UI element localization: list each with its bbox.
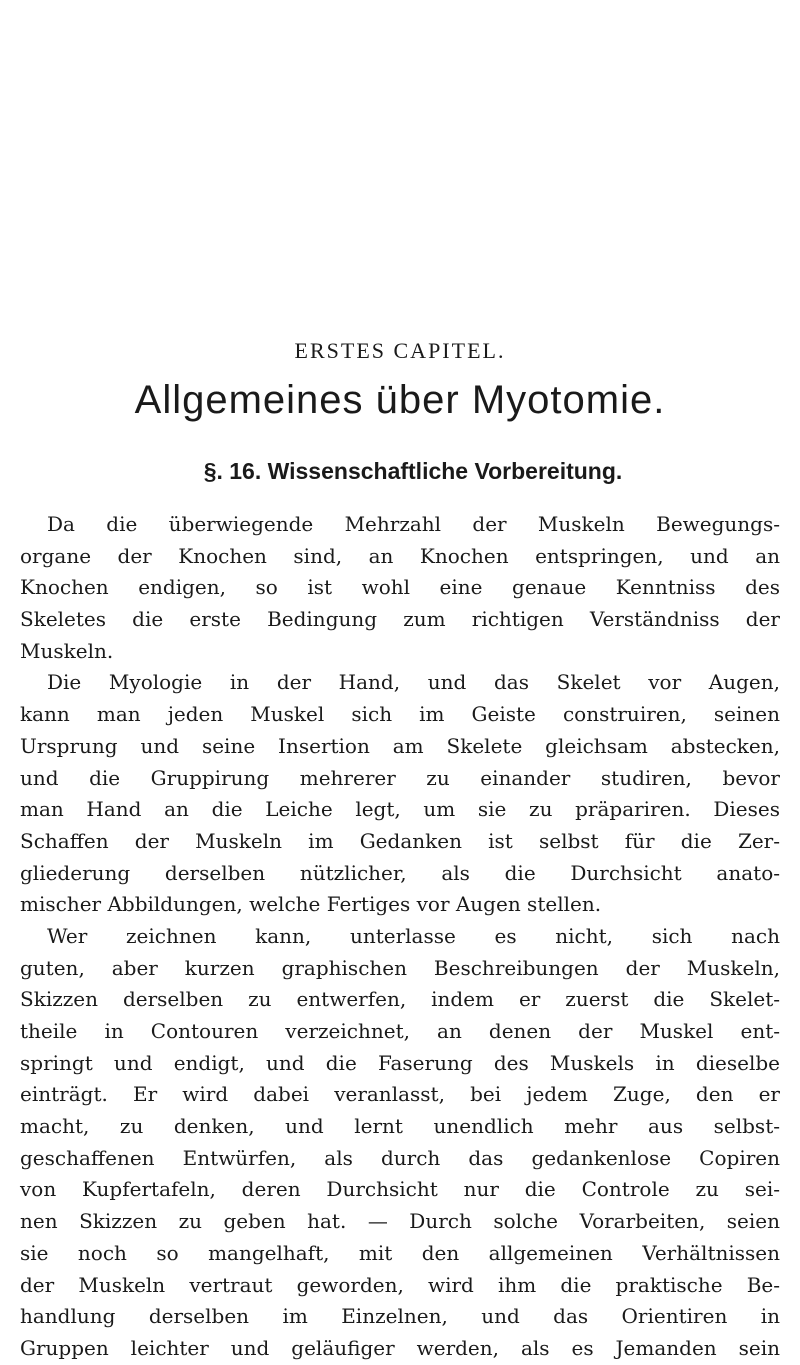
text-line: Gruppen leichter und geläufiger werden, als es Jemanden sein [20, 1335, 780, 1360]
text-line: Knochen endigen, so ist wohl eine genaue Kenntniss des [20, 575, 780, 600]
text-line: geschaffenen Entwürfen, als durch das gedankenlose Copiren [20, 1145, 780, 1170]
text-line: von Kupfertafeln, deren Durchsicht nur die Controle zu sei- [20, 1177, 780, 1202]
chapter-title: Allgemeines über Myotomie. [134, 378, 666, 422]
text-line: sie noch so mangelhaft, mit den allgemeinen Verhältnissen [20, 1240, 780, 1265]
text-line: der Muskeln vertraut geworden, wird ihm die praktische Be- [20, 1272, 780, 1297]
text-line: Skizzen derselben zu entwerfen, indem er zuerst die Skelet- [20, 987, 780, 1012]
text-line: springt und endigt, und die Faserung des Muskels in dieselbe [20, 1050, 780, 1075]
text-line: Schaffen der Muskeln im Gedanken ist selbst für die Zer- [20, 828, 780, 853]
text-line: Ursprung und seine Insertion am Skelete gleichsam abstecken, [20, 733, 780, 758]
text-line: man Hand an die Leiche legt, um sie zu präpariren. Dieses [20, 797, 780, 822]
text-line: Die Myologie in der Hand, und das Skelet vor Augen, [47, 670, 780, 695]
text-line: und die Gruppirung mehrerer zu einander studiren, bevor [20, 765, 780, 790]
text-line: macht, zu denken, und lernt unendlich mehr aus selbst- [20, 1114, 780, 1139]
text-line: mischer Abbildungen, welche Fertiges vor Augen stellen. [20, 892, 602, 917]
text-line: einträgt. Er wird dabei veranlasst, bei jedem Zuge, den er [20, 1082, 780, 1107]
text-line: organe der Knochen sind, an Knochen entspringen, und an [20, 543, 780, 568]
text-line: Skeletes die erste Bedingung zum richtigen Verständniss der [20, 607, 780, 632]
text-line: handlung derselben im Einzelnen, und das Orientiren in [20, 1304, 780, 1329]
text-line: Muskeln. [20, 638, 114, 663]
body-text [20, 509, 780, 1365]
text-line: Wer zeichnen kann, unterlasse es nicht, sich nach [47, 923, 780, 948]
text-line: kann man jeden Muskel sich im Geiste construiren, seinen [20, 702, 780, 727]
text-line: guten, aber kurzen graphischen Beschreibungen der Muskeln, [20, 955, 780, 980]
text-line: Da die überwiegende Mehrzahl der Muskeln Bewegungs- [47, 512, 780, 536]
text-line: nen Skizzen zu geben hat. — Durch solche Vorarbeiten, seien [20, 1209, 780, 1234]
chapter-heading: ERSTES CAPITEL. [294, 338, 506, 363]
section-heading: §. 16. Wissenschaftliche Vorbereitung. [203, 458, 623, 484]
text-line: gliederung derselben nützlicher, als die Durchsicht anato- [20, 860, 780, 885]
text-line: theile in Contouren verzeichnet, an denen der Muskel ent- [20, 1019, 780, 1043]
